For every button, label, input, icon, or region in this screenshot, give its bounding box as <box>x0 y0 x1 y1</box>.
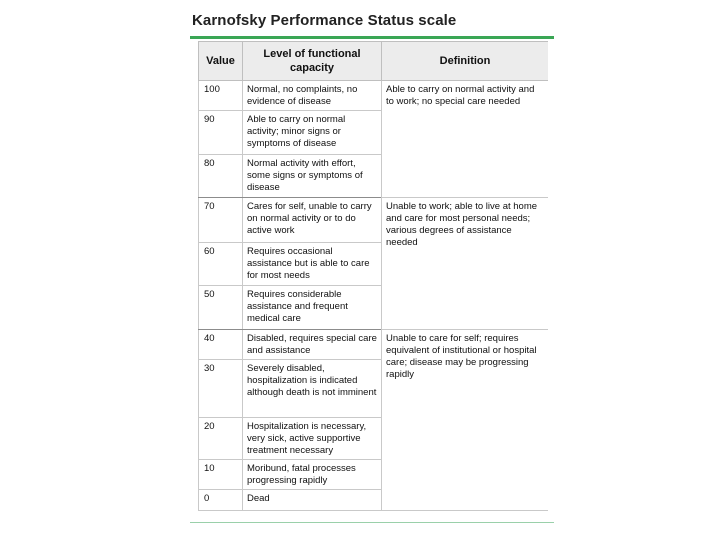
row-value: 50 <box>199 286 243 330</box>
row-value: 40 <box>199 330 243 360</box>
row-value: 70 <box>199 198 243 243</box>
footer-rule <box>190 522 554 523</box>
row-value: 80 <box>199 155 243 198</box>
row-level: Requires considerable assistance and frequent medical care <box>243 286 382 330</box>
row-value: 100 <box>199 81 243 111</box>
row-level: Hospitalization is necessary, very sick, active supportive treatment necessary <box>243 418 382 460</box>
row-level: Normal, no complaints, no evidence of disease <box>243 81 382 111</box>
table-header-row <box>199 42 549 81</box>
kps-table <box>198 41 548 511</box>
header-definition: Definition <box>382 42 549 81</box>
row-level: Cares for self, unable to carry on normal activity or to do active work <box>243 198 382 243</box>
row-level: Dead <box>243 490 382 511</box>
row-level: Normal activity with effort, some signs or symptoms of disease <box>243 155 382 198</box>
group-definition: Unable to work; able to live at home and care for most personal needs; various degrees of assistance needed <box>382 198 549 330</box>
table-row <box>199 198 549 243</box>
table-row <box>199 330 549 360</box>
row-value: 90 <box>199 111 243 155</box>
group-definition: Unable to care for self; requires equivalent of institutional or hospital care; disease may be progressing rapidly <box>382 330 549 511</box>
row-level: Able to carry on normal activity; minor signs or symptoms of disease <box>243 111 382 155</box>
header-rule <box>190 36 554 39</box>
table-body <box>199 81 549 511</box>
row-value: 60 <box>199 243 243 286</box>
group-definition: Able to carry on normal activity and to work; no special care needed <box>382 81 549 198</box>
row-value: 10 <box>199 460 243 490</box>
row-value: 20 <box>199 418 243 460</box>
page-title: Karnofsky Performance Status scale <box>192 12 457 29</box>
header-level: Level of functional capacity <box>243 42 382 81</box>
row-level: Severely disabled, hospitalization is indicated although death is not imminent <box>243 360 382 418</box>
kps-table-container <box>198 41 548 521</box>
row-level: Disabled, requires special care and assistance <box>243 330 382 360</box>
row-level: Requires occasional assistance but is able to care for most needs <box>243 243 382 286</box>
header-value: Value <box>199 42 243 81</box>
table-row <box>199 81 549 111</box>
row-value: 0 <box>199 490 243 511</box>
row-value: 30 <box>199 360 243 418</box>
row-level: Moribund, fatal processes progressing rapidly <box>243 460 382 490</box>
